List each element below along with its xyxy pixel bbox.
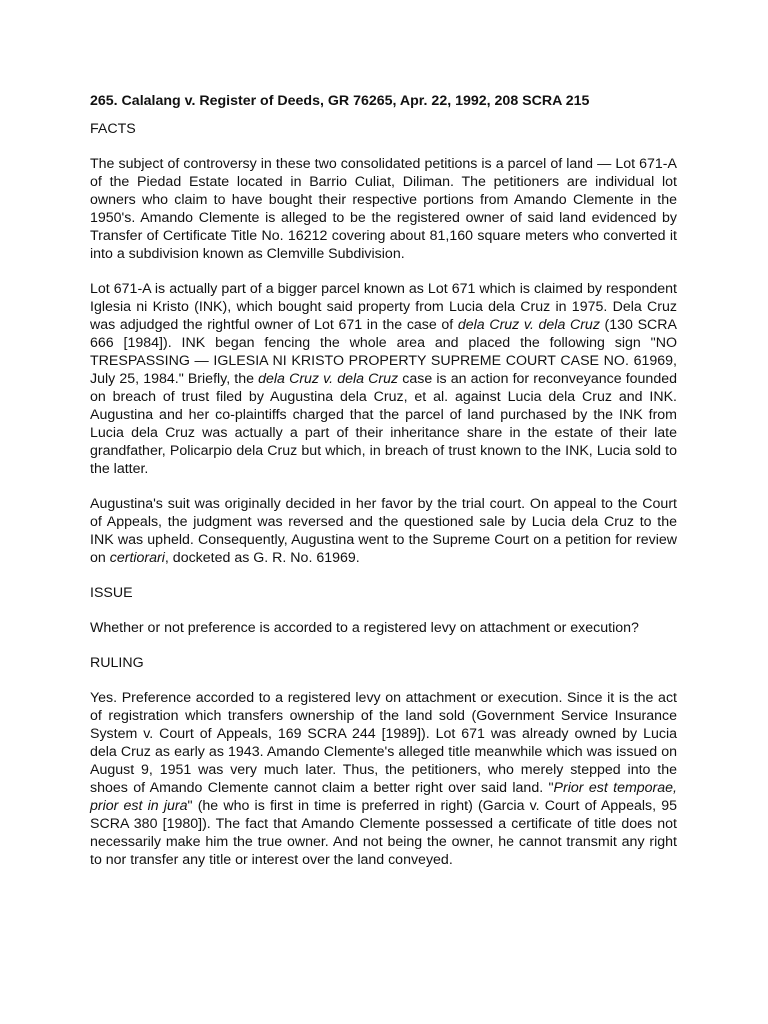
text-segment: Augustina's suit was originally decided in her favor by the trial court. On appeal to the Court of Appeals, the judgment was reversed and the questioned sale by Lucia dela Cruz to the INK was upheld. Consequently, Augustina went to the Supreme Court on a petition for review on [90, 496, 677, 566]
issue-heading: ISSUE [90, 585, 133, 601]
text-segment: Lot 671-A is actually part of a bigger parcel known as Lot 671 which is claimed by respondent Iglesia ni Kristo (INK), which bought said property from Lucia dela Cruz in 1975. Dela Cruz was adjudged the rightful owner of Lot 671 in the case of [90, 281, 677, 333]
facts-paragraph [90, 155, 677, 263]
facts-body [90, 155, 677, 567]
text-segment: The subject of controversy in these two consolidated petitions is a parcel of land — Lot 671-A of the Piedad Estate located in Barrio Culiat, Diliman. The petitioners are individual lot owners who claim to have bought their respective portions from Amando Clemente in the 1950's. Amando Clemente is alleged to be the registered owner of said land evidenced by Transfer of Certificate Title No. 16212 covering about 81,160 square meters who converted it into a subdivision known as Clemville Subdivision. [90, 156, 677, 262]
italic-text: Prior est temporae, prior est in jura [90, 780, 677, 814]
case-title: 265. Calalang v. Register of Deeds, GR 76265, Apr. 22, 1992, 208 SCRA 215 [90, 93, 590, 109]
text-segment: " (he who is first in time is preferred in right) (Garcia v. Court of Appeals, 95 SCRA 380 [1980]). The fact that Amando Clemente possessed a certificate of title does not necessarily make him the true owner. And not being the owner, he cannot transmit any right to nor transfer any title or interest over the land conveyed. [90, 798, 677, 868]
italic-text: certiorari [109, 550, 165, 566]
facts-paragraph [90, 280, 677, 478]
italic-text: dela Cruz v. dela Cruz [258, 371, 399, 387]
facts-heading: FACTS [90, 121, 136, 137]
italic-text: dela Cruz v. dela Cruz [457, 317, 600, 333]
text-segment: , docketed as G. R. No. 61969. [164, 550, 360, 566]
ruling-paragraph [90, 689, 677, 869]
facts-paragraph [90, 495, 677, 567]
text-segment: Yes. Preference accorded to a registered levy on attachment or execution. Since it is the act of registration which transfers ownership of the land sold (Government Service Insurance System v. Court of Appeals, 169 SCRA 244 [1989]). Lot 671 was already owned by Lucia dela Cruz as early as 1943. Amando Clemente's alleged title meanwhile which was issued on August 9, 1951 was very much later. Thus, the petitioners, who merely stepped into the shoes of Amando Clemente cannot claim a better right over said land. " [90, 690, 677, 796]
ruling-heading: RULING [90, 655, 144, 671]
text-segment: (130 SCRA 666 [1984]). INK began fencing the whole area and placed the following sign "NO TRESPASSING — IGLESIA NI KRISTO PROPERTY SUPREME COURT CASE NO. 61969, July 25, 1984." Briefly, the [90, 317, 677, 387]
document-page [90, 92, 677, 886]
issue-text: Whether or not preference is accorded to a registered levy on attachment or execution? [90, 620, 639, 636]
text-segment: case is an action for reconveyance founded on breach of trust filed by Augustina dela Cruz, et al. against Lucia dela Cruz and INK. Augustina and her co-plaintiffs charged that the parcel of land purchased by the INK from Lucia dela Cruz was actually a part of their inheritance share in the estate of their late grandfather, Policarpio dela Cruz but which, in breach of trust known to the INK, Lucia sold to the latter. [90, 371, 677, 477]
